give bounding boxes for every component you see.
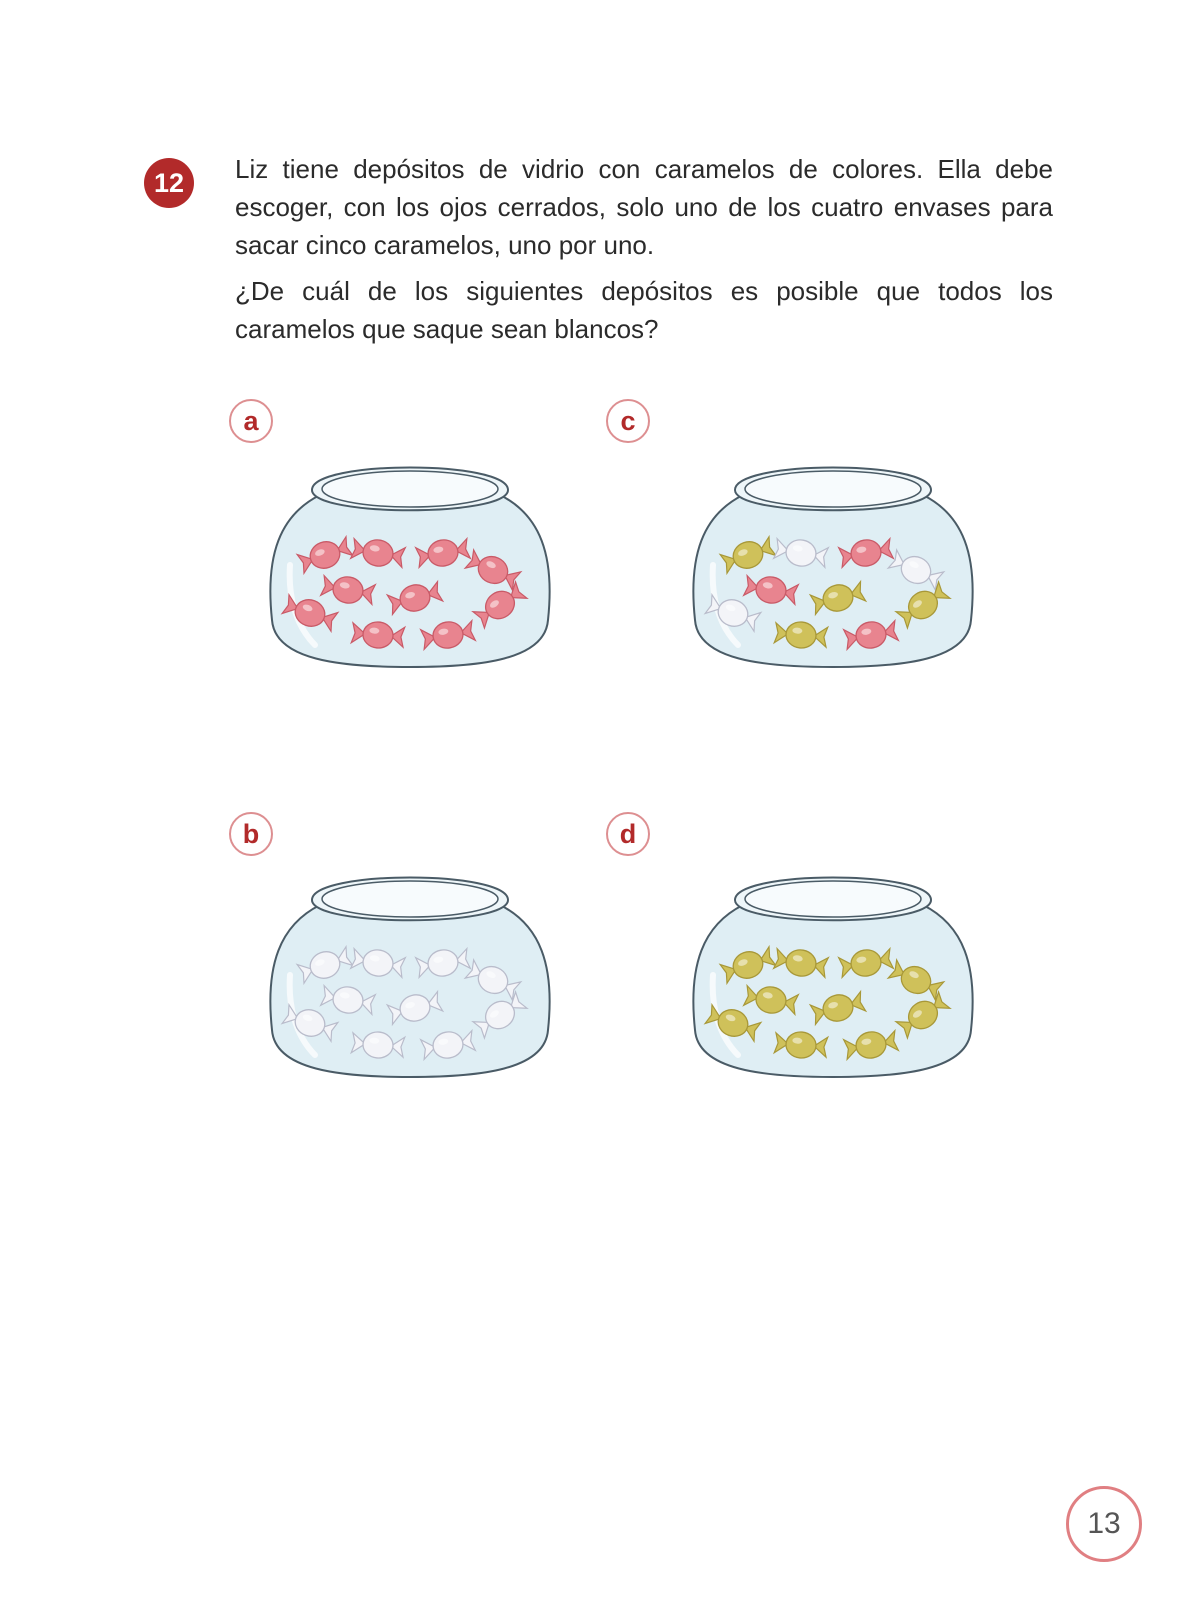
option-d-label[interactable]: d [606,812,650,856]
candy-jar-illustration [260,455,560,670]
question-paragraph-1: Liz tiene depósitos de vidrio con caramelos de colores. Ella debe escoger, con los ojos cerrados, solo uno de los cuatro envases para sacar cinco caramelos, uno por uno. [235,154,1053,260]
option-b-jar[interactable] [260,865,560,1080]
option-a-label[interactable]: a [229,399,273,443]
jar-opening [322,881,498,917]
question-number-badge: 12 [144,158,194,208]
page-number: 13 [1066,1486,1142,1562]
option-c-label[interactable]: c [606,399,650,443]
option-c-jar[interactable] [683,455,983,670]
candy-jar-illustration [260,865,560,1080]
question-paragraph-2: ¿De cuál de los siguientes depósitos es posible que todos los caramelos que saque sean blancos? [235,276,1053,344]
option-b-label[interactable]: b [229,812,273,856]
option-a-jar[interactable] [260,455,560,670]
jar-opening [745,881,921,917]
candy-jar-illustration [683,865,983,1080]
candy-jar-illustration [683,455,983,670]
option-d-jar[interactable] [683,865,983,1080]
question-text [235,150,1053,356]
jar-opening [745,471,921,507]
jar-opening [322,471,498,507]
